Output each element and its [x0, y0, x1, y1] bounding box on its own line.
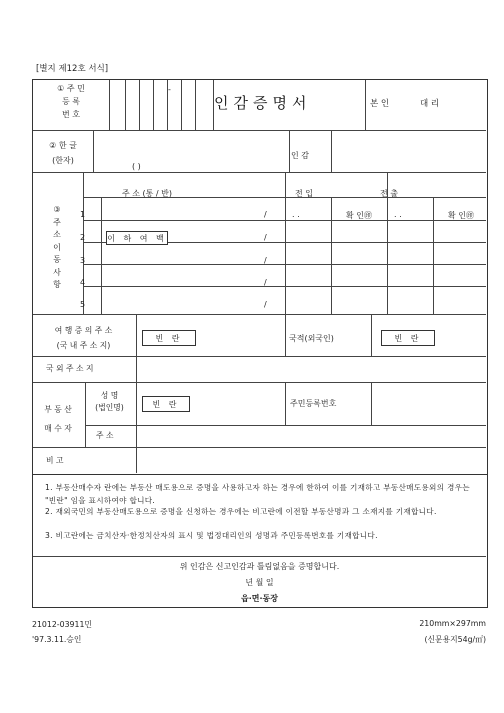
form-code: 21012-03911민	[32, 620, 92, 629]
seal-label: 인 감	[291, 151, 309, 160]
nationality-label: 국적(외국인)	[289, 334, 334, 343]
notes-section	[32, 475, 488, 608]
col-move-in: 전 입	[295, 189, 313, 198]
overseas-address-label: 국 외 주 소 지	[46, 364, 94, 373]
address-row-5-no: 5	[80, 300, 86, 309]
address-row-3-no: 3	[80, 256, 86, 265]
paper-type: (신문용지54g/㎡)	[424, 635, 486, 644]
paper-size: 210mm×297mm	[419, 619, 486, 628]
passport-blank-stamp: 빈 란	[142, 330, 196, 346]
nationality-blank-stamp: 빈 란	[381, 330, 435, 346]
buyer-name-blank-stamp: 빈 란	[142, 396, 190, 412]
buyer-name-label: 성 명 (법인명)	[95, 391, 124, 412]
buyer-label: 부 동 산 매 수 자	[44, 405, 72, 433]
address-row-4-slash: /	[264, 278, 267, 287]
issue-date: 년 월 일	[245, 578, 274, 587]
move-in-date[interactable]: . .	[292, 210, 300, 219]
below-blank-stamp: 이 하 여 백	[106, 231, 168, 245]
buyer-id-label: 주민등록번호	[290, 399, 337, 408]
buyer-address-label: 주 소	[96, 431, 114, 440]
name-hanja-paren: ( )	[132, 162, 141, 171]
address-row-2-slash: /	[264, 233, 267, 242]
note-1: 1. 부동산매수자 란에는 부동산 매도용으로 증명을 사용하고자 하는 경우에 한하여 이를 기재하고 부동산매도용외의 경우는 "빈란" 임을 표시하여야 합니다.	[45, 483, 470, 505]
note-2: 2. 재외국민의 부동산매도용으로 증명을 신청하는 경우에는 비고란에 이전할 부동산명과 그 소재지를 기재합니다.	[45, 507, 437, 516]
certification-statement: 위 인감은 신고인감과 틀림없음을 증명합니다.	[179, 562, 340, 571]
issuer-title: 읍·면·동장	[241, 594, 278, 603]
move-in-confirm: 확 인㊞	[346, 211, 372, 220]
document-title: 인감증명서	[214, 94, 312, 112]
address-history-label: ③ 주 소 이 동 사 항	[53, 205, 61, 289]
address-row-3-slash: /	[264, 256, 267, 265]
col-address: 주 소 (통 / 반)	[122, 189, 173, 198]
note-3: 3. 비고란에는 금치산자·한정치산자의 표시 및 법정대리인의 성명과 주민등록번호를 기재합니다.	[45, 531, 378, 540]
address-row-5-slash: /	[264, 300, 267, 309]
passport-address-label: 여 행 증 의 주 소 (국 내 주 소 지)	[54, 326, 113, 350]
move-out-confirm: 확 인㊞	[448, 211, 474, 220]
approval-date: '97.3.11.승인	[32, 635, 82, 644]
move-out-date[interactable]: . .	[394, 210, 402, 219]
address-row-1-no: 1	[80, 210, 86, 219]
name-label: ② 한 글 (한자)	[49, 141, 77, 165]
address-row-1-slash: /	[264, 210, 267, 219]
certificate-form	[32, 79, 488, 475]
reg-number-dash: -	[168, 85, 171, 94]
form-number-label: [별지 제12호 서식]	[36, 64, 109, 74]
applicant-self[interactable]: 본 인	[370, 99, 390, 109]
remarks-label: 비 고	[46, 456, 64, 465]
col-move-out: 전 출	[380, 189, 398, 198]
reg-number-label: ① 주 민 등 록 번 호	[57, 84, 85, 119]
address-row-2-no: 2	[80, 233, 86, 242]
address-row-4-no: 4	[80, 278, 86, 287]
applicant-agent[interactable]: 대 리	[420, 99, 440, 109]
